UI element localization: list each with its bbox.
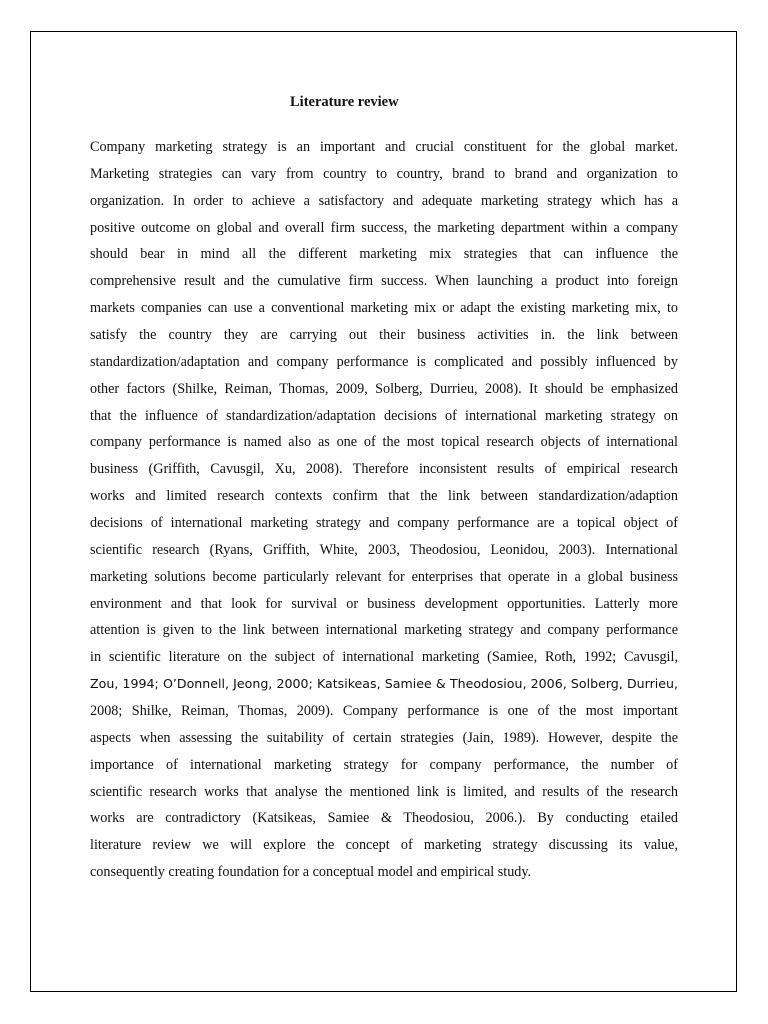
text-line: scientific research works that analyse the mentioned link is limited, and results of the research [90, 783, 678, 800]
text-line: company performance is named also as one of the most topical research objects of international [90, 434, 678, 451]
text-line: Company marketing strategy is an important and crucial constituent for the global market. [90, 139, 678, 155]
text-line: satisfy the country they are carrying out their business activities in. the link between [90, 327, 678, 344]
text-line: marketing solutions become particularly relevant for enterprises that operate in a global business [90, 568, 678, 585]
text-line: consequently creating foundation for a conceptual model and empirical study. [90, 864, 532, 881]
text-line: organization. In order to achieve a satisfactory and adequate marketing strategy which has a [90, 192, 678, 209]
text-line: other factors (Shilke, Reiman, Thomas, 2009, Solberg, Durrieu, 2008). It should be emphasized [90, 380, 678, 397]
text-line: that the influence of standardization/adaptation decisions of international marketing strategy on [90, 407, 678, 424]
text-line: aspects when assessing the suitability of certain strategies (Jain, 1989). However, despite the [90, 729, 678, 746]
text-line: Marketing strategies can vary from country to country, brand to brand and organization to [90, 165, 678, 182]
text-line: comprehensive result and the cumulative firm success. When launching a product into foreign [90, 273, 678, 290]
text-line: works and limited research contexts confirm that the link between standardization/adaption [90, 488, 678, 505]
text-line: literature review we will explore the concept of marketing strategy discussing its value, [90, 837, 678, 854]
text-line: decisions of international marketing strategy and company performance are a topical object of [90, 515, 678, 532]
text-line: should bear in mind all the different marketing mix strategies that can influence the [90, 246, 678, 263]
text-line: works are contradictory (Katsikeas, Samiee & Theodosiou, 2006.). By conducting etailed [90, 810, 678, 827]
text-line: environment and that look for survival or business development opportunities. Latterly more [90, 595, 678, 612]
text-line: in scientific literature on the subject of international marketing (Samiee, Roth, 1992; Cavusgil, [90, 649, 678, 666]
section-heading: Literature review [290, 94, 399, 110]
text-line: markets companies can use a conventional marketing mix or adapt the existing marketing mix, to [90, 300, 678, 317]
text-line: scientific research (Ryans, Griffith, White, 2003, Theodosiou, Leonidou, 2003). International [90, 541, 678, 558]
text-line: 2008; Shilke, Reiman, Thomas, 2009). Company performance is one of the most important [90, 703, 678, 720]
text-line: importance of international marketing strategy for company performance, the number of [90, 756, 678, 773]
text-line: Zou, 1994; O’Donnell, Jeong, 2000; Katsikeas, Samiee & Theodosiou, 2006, Solberg, Durrieu, [90, 676, 678, 692]
text-line: business (Griffith, Cavusgil, Xu, 2008). Therefore inconsistent results of empirical research [90, 461, 678, 478]
text-line: standardization/adaptation and company performance is complicated and possibly influenced by [90, 353, 678, 370]
text-line: positive outcome on global and overall firm success, the marketing department within a company [90, 219, 678, 236]
text-line: attention is given to the link between international marketing strategy and company performance [90, 622, 678, 639]
body-paragraph [90, 136, 678, 888]
